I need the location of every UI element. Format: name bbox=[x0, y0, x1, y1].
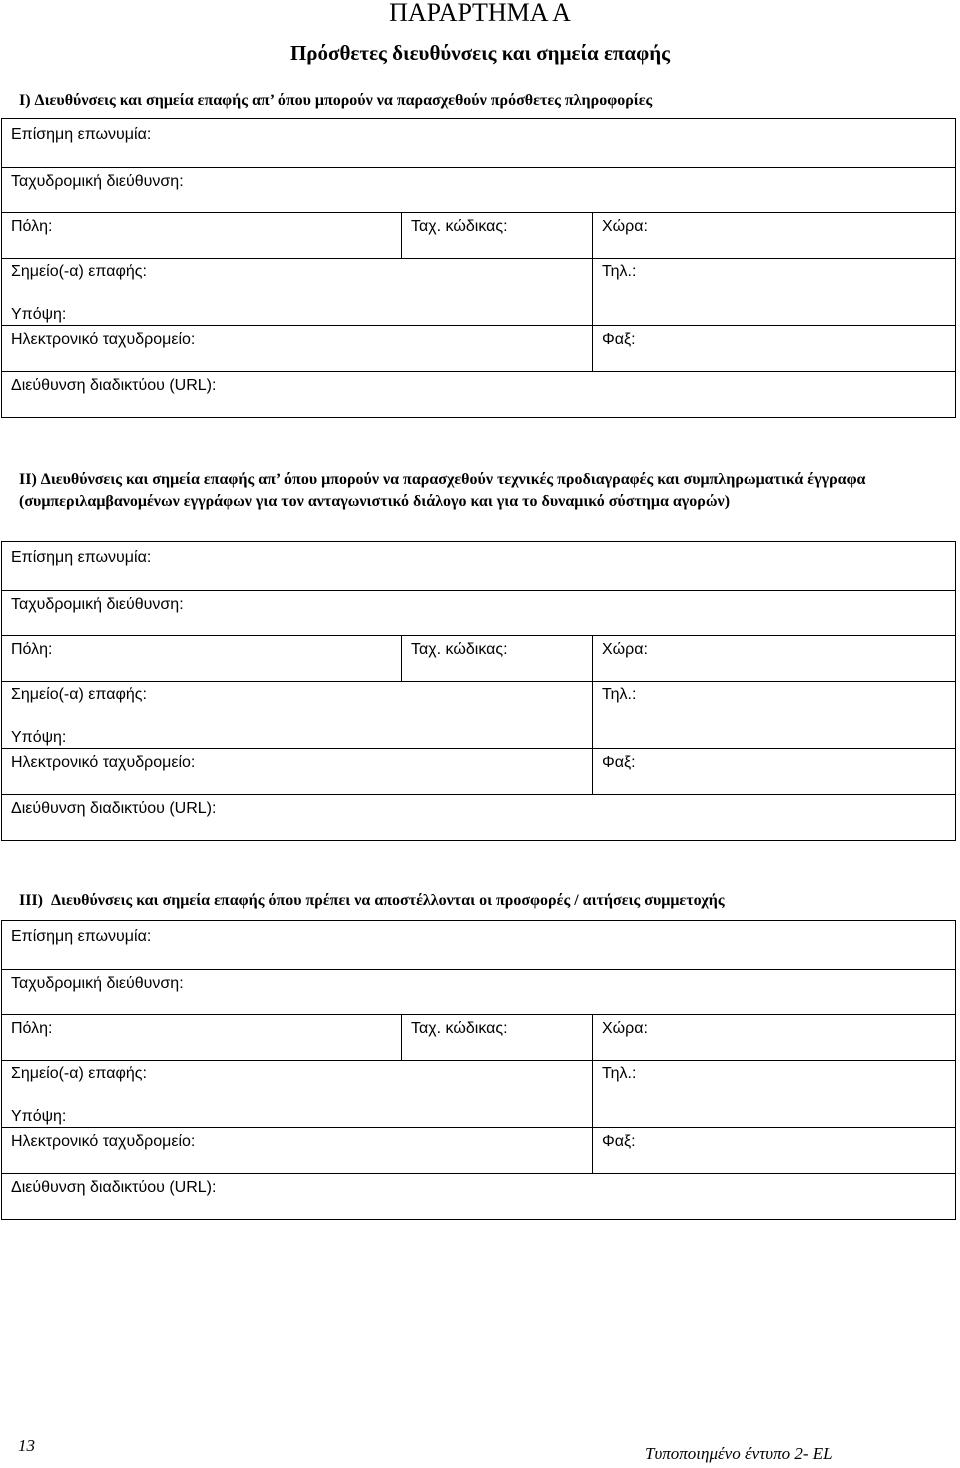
fax-field[interactable]: Φαξ: bbox=[602, 754, 636, 771]
section-1-form bbox=[1, 118, 956, 418]
country-field[interactable]: Χώρα: bbox=[602, 1020, 648, 1037]
contact-points-field[interactable]: Σημείο(-α) επαφής: bbox=[11, 263, 147, 280]
fax-field[interactable]: Φαξ: bbox=[602, 331, 636, 348]
official-name-field[interactable]: Επίσημη επωνυμία: bbox=[11, 549, 152, 566]
phone-field[interactable]: Τηλ.: bbox=[602, 263, 637, 280]
official-name-field[interactable]: Επίσημη επωνυμία: bbox=[11, 126, 152, 143]
city-field[interactable]: Πόλη: bbox=[11, 1020, 53, 1037]
attention-field[interactable]: Υπόψη: bbox=[11, 1108, 67, 1125]
section-1-heading: I) Διευθύνσεις και σημεία επαφής απ’ όπου μπορούν να παρασχεθούν πρόσθετες πληροφορίες bbox=[19, 92, 653, 109]
phone-field[interactable]: Τηλ.: bbox=[602, 686, 637, 703]
email-field[interactable]: Ηλεκτρονικό ταχυδρομείο: bbox=[11, 1133, 196, 1150]
section-2-heading: II) Διευθύνσεις και σημεία επαφής απ’ όπου μπορούν να παρασχεθούν τεχνικές προδιαγραφές και συμπληρωματικά έγγραφα (συμπεριλαμβανομένων εγγράφων για τον ανταγωνιστικό διάλογο και για το δυναμικό σύστημα αγορών) bbox=[19, 471, 866, 510]
attention-field[interactable]: Υπόψη: bbox=[11, 306, 67, 323]
url-field[interactable]: Διεύθυνση διαδικτύου (URL): bbox=[11, 1179, 217, 1196]
page-title: ΠΑΡΑΡΤΗΜΑ Α bbox=[389, 0, 571, 27]
city-field[interactable]: Πόλη: bbox=[11, 218, 53, 235]
country-field[interactable]: Χώρα: bbox=[602, 218, 648, 235]
url-field[interactable]: Διεύθυνση διαδικτύου (URL): bbox=[11, 800, 217, 817]
city-field[interactable]: Πόλη: bbox=[11, 641, 53, 658]
postal-address-field[interactable]: Ταχυδρομική διεύθυνση: bbox=[11, 173, 184, 190]
email-field[interactable]: Ηλεκτρονικό ταχυδρομείο: bbox=[11, 331, 196, 348]
section-2-form bbox=[1, 541, 956, 841]
country-field[interactable]: Χώρα: bbox=[602, 641, 648, 658]
postal-code-field[interactable]: Ταχ. κώδικας: bbox=[411, 1020, 508, 1037]
contact-points-field[interactable]: Σημείο(-α) επαφής: bbox=[11, 686, 147, 703]
attention-field[interactable]: Υπόψη: bbox=[11, 729, 67, 746]
email-field[interactable]: Ηλεκτρονικό ταχυδρομείο: bbox=[11, 754, 196, 771]
contact-points-field[interactable]: Σημείο(-α) επαφής: bbox=[11, 1065, 147, 1082]
section-3-heading: III) Διευθύνσεις και σημεία επαφής όπου πρέπει να αποστέλλονται οι προσφορές / αιτήσεις συμμετοχής bbox=[19, 892, 725, 909]
postal-address-field[interactable]: Ταχυδρομική διεύθυνση: bbox=[11, 975, 184, 992]
postal-code-field[interactable]: Ταχ. κώδικας: bbox=[411, 218, 508, 235]
phone-field[interactable]: Τηλ.: bbox=[602, 1065, 637, 1082]
form-label: Τυποποιημένο έντυπο 2- EL bbox=[645, 1444, 833, 1463]
page-number: 13 bbox=[18, 1436, 35, 1455]
postal-code-field[interactable]: Ταχ. κώδικας: bbox=[411, 641, 508, 658]
fax-field[interactable]: Φαξ: bbox=[602, 1133, 636, 1150]
section-3-form bbox=[1, 920, 956, 1220]
postal-address-field[interactable]: Ταχυδρομική διεύθυνση: bbox=[11, 596, 184, 613]
official-name-field[interactable]: Επίσημη επωνυμία: bbox=[11, 928, 152, 945]
url-field[interactable]: Διεύθυνση διαδικτύου (URL): bbox=[11, 377, 217, 394]
page-subtitle: Πρόσθετες διευθύνσεις και σημεία επαφής bbox=[289, 41, 671, 65]
